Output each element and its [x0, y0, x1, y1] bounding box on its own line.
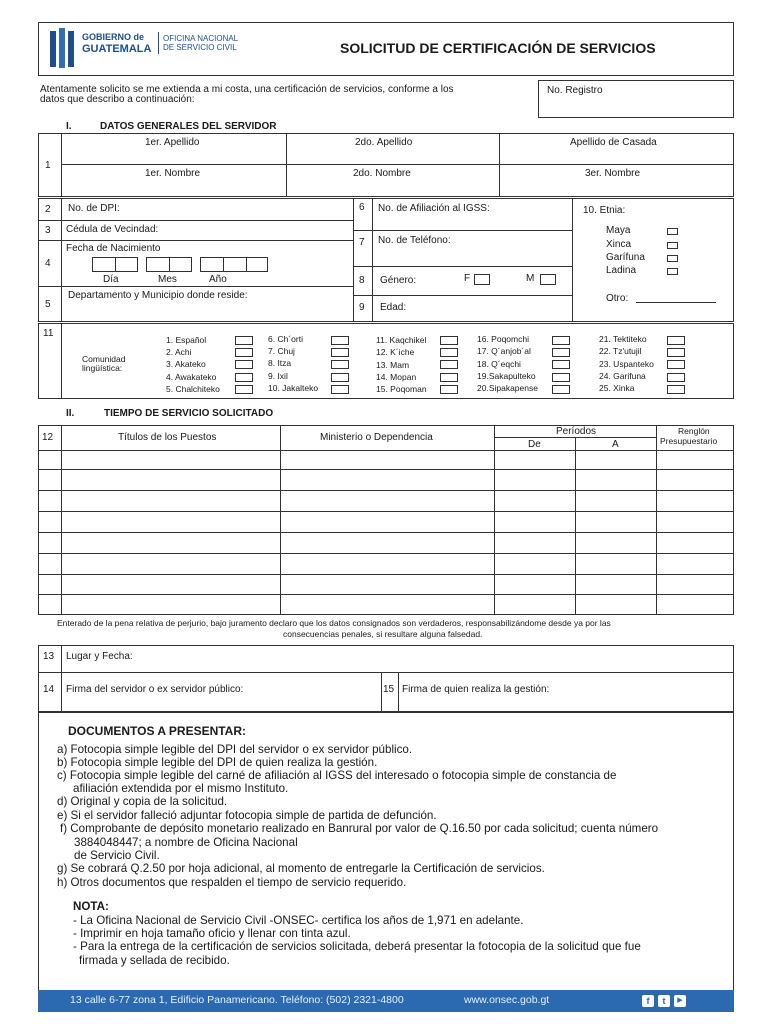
label-departamento[interactable]: Departamento y Municipio donde reside:	[68, 290, 248, 301]
doc-item-c2: afiliación extendida por el mismo Instituto.	[73, 782, 289, 795]
lang-checkbox[interactable]	[667, 360, 685, 369]
section1-title: DATOS GENERALES DEL SERVIDOR	[100, 121, 277, 132]
header-de: De	[528, 439, 541, 450]
label-comunidad2: lingüística:	[82, 363, 123, 373]
lang-checkbox[interactable]	[667, 385, 685, 394]
label-dpi[interactable]: No. de DPI:	[68, 203, 120, 214]
twitter-icon[interactable]: t	[658, 995, 670, 1007]
row7-number: 7	[359, 237, 365, 248]
lang-item: 1. Español	[166, 335, 207, 345]
lang-checkbox[interactable]	[667, 373, 685, 382]
lang-item: 7. Chuj	[268, 346, 295, 356]
row11-number: 11	[43, 328, 54, 339]
lang-checkbox[interactable]	[552, 348, 570, 357]
doc-item-a: a) Fotocopia simple legible del DPI del servidor o ex servidor público.	[57, 743, 413, 756]
lang-checkbox[interactable]	[331, 336, 349, 345]
lang-item: 10. Jakalteko	[268, 383, 319, 393]
lang-item: 15. Poqoman	[376, 384, 427, 394]
row12-number: 12	[42, 432, 54, 443]
intro-line2: datos que describo a continuación:	[40, 94, 195, 105]
label-nombre1[interactable]: 1er. Nombre	[145, 168, 201, 179]
office-line1: OFICINA NACIONAL	[163, 34, 239, 43]
lang-item: 17. Q´anjob´al	[477, 346, 531, 356]
doc-item-g: g) Se cobrará Q.2.50 por hoja adicional, al momento de entregarle la Certificación de servicios.	[57, 862, 545, 875]
lang-checkbox[interactable]	[235, 385, 253, 394]
row13-number: 13	[43, 651, 55, 662]
registro-label: No. Registro	[547, 85, 603, 96]
row6-number: 6	[359, 202, 365, 213]
juramento-line2: consecuencias penales, si resultare alguna falsedad.	[283, 629, 483, 639]
service-table	[38, 425, 734, 615]
header-titulos: Títulos de los Puestos	[118, 432, 217, 443]
lang-checkbox[interactable]	[667, 336, 685, 345]
guatemala-logo	[48, 27, 80, 70]
doc-item-f1: f) Comprobante de depósito monetario realizado en Banrural por valor de Q.16.50 por cada solicitud; cuenta número	[60, 822, 659, 835]
label-fecha-nacimiento: Fecha de Nacimiento	[66, 243, 161, 254]
lang-checkbox[interactable]	[331, 360, 349, 369]
lang-checkbox[interactable]	[331, 385, 349, 394]
facebook-icon[interactable]: f	[642, 995, 654, 1007]
etnia-garifuna: Garífuna	[606, 252, 645, 263]
lang-item: 8. Itza	[268, 358, 292, 368]
nota-line4: firmada y sellada de recibido.	[79, 954, 230, 967]
anio-input[interactable]	[200, 257, 268, 272]
label-apellido2[interactable]: 2do. Apellido	[355, 137, 413, 148]
section1-roman: I.	[66, 121, 72, 132]
lang-checkbox[interactable]	[331, 373, 349, 382]
nota-line2: - Imprimir en hoja tamaño oficio y llenar con tinta azul.	[73, 927, 351, 940]
otro-input[interactable]	[636, 302, 716, 303]
lang-checkbox[interactable]	[235, 336, 253, 345]
lang-checkbox[interactable]	[552, 373, 570, 382]
lang-item: 9. Ixil	[268, 371, 288, 381]
label-apellido-casada[interactable]: Apellido de Casada	[570, 137, 657, 148]
lang-item: 11. Kaqchikel	[376, 335, 427, 345]
checkbox-genero-f[interactable]	[474, 274, 490, 285]
doc-item-b: b) Fotocopia simple legible del DPI de quien realiza la gestión.	[57, 756, 378, 769]
footer-address: 13 calle 6-77 zona 1, Edificio Panamericano. Teléfono: (502) 2321-4800	[70, 994, 404, 1006]
logo-line1: GOBIERNO de	[82, 32, 145, 42]
row5-number: 5	[45, 299, 51, 310]
etnia-xinca: Xinca	[606, 239, 632, 250]
lang-item: 13. Mam	[376, 360, 410, 370]
doc-item-c1: c) Fotocopia simple legible del carné de afiliación al IGSS del interesado o fotocopia simple de constancia de	[57, 769, 617, 782]
lang-checkbox[interactable]	[440, 373, 458, 382]
signature-table	[38, 645, 734, 712]
lang-checkbox[interactable]	[552, 336, 570, 345]
etnia-ladina: Ladina	[606, 265, 637, 276]
doc-item-f3: de Servicio Civil.	[74, 849, 160, 862]
nota-line3: - Para la entrega de la certificación de servicios solicitada, deberá presentar la fotocopia de la solicitud que fue	[73, 940, 641, 953]
label-comunidad1: Comunidad	[82, 354, 126, 364]
lang-item: 2. Achi	[166, 347, 192, 357]
doc-item-e: e) Si el servidor falleció adjuntar fotocopia simple de partida de defunción.	[57, 809, 437, 822]
lang-checkbox[interactable]	[331, 348, 349, 357]
lang-item: 25. Xinka	[599, 383, 635, 393]
lang-item: 12. K´iche	[376, 347, 415, 357]
logo-line2: GUATEMALA	[82, 43, 152, 55]
footer-website[interactable]: www.onsec.gob.gt	[464, 994, 550, 1006]
label-anio: Año	[209, 274, 227, 285]
lang-item: 3. Akateko	[166, 359, 206, 369]
intro-line1: Atentamente solicito se me extienda a mi costa, una certificación de servicios, conforme a los	[40, 84, 454, 95]
row9-number: 9	[359, 302, 365, 313]
label-telefono[interactable]: No. de Teléfono:	[378, 235, 451, 246]
lang-checkbox[interactable]	[552, 385, 570, 394]
label-firma-gestion[interactable]: Firma de quien realiza la gestión:	[402, 684, 550, 695]
label-mes: Mes	[158, 274, 177, 285]
footer-bar	[38, 990, 734, 1012]
lang-item: 4. Awakateko	[166, 372, 217, 382]
page-title: SOLICITUD DE CERTIFICACIÓN DE SERVICIOS	[340, 40, 656, 56]
row15-number: 15	[383, 684, 395, 695]
label-otro: Otro:	[606, 293, 629, 304]
label-cedula[interactable]: Cédula de Vecindad:	[66, 224, 159, 235]
row2-number: 2	[45, 204, 51, 215]
lang-item: 6. Ch´orti	[268, 334, 303, 344]
checkbox-etnia-ladina[interactable]	[667, 268, 678, 275]
lang-item: 21. Tektiteko	[599, 334, 647, 344]
office-line2: DE SERVICIO CIVIL	[163, 43, 237, 52]
header-ministerio: Ministerio o Dependencia	[320, 432, 433, 443]
row3-number: 3	[45, 225, 51, 236]
row4-number: 4	[45, 258, 51, 269]
row14-number: 14	[43, 684, 55, 695]
label-lugar-fecha[interactable]: Lugar y Fecha:	[66, 651, 133, 662]
label-nombre3[interactable]: 3er. Nombre	[585, 168, 641, 179]
lang-checkbox[interactable]	[440, 336, 458, 345]
section2-title: TIEMPO DE SERVICIO SOLICITADO	[104, 408, 274, 419]
label-firma-servidor[interactable]: Firma del servidor o ex servidor público:	[66, 684, 244, 695]
section2-roman: II.	[66, 408, 75, 419]
etnia-maya: Maya	[606, 225, 631, 236]
youtube-icon[interactable]: ▶	[674, 995, 686, 1007]
lang-item: 14. Mopan	[376, 372, 417, 382]
lang-checkbox[interactable]	[440, 348, 458, 357]
checkbox-etnia-maya[interactable]	[667, 228, 678, 235]
lang-checkbox[interactable]	[235, 348, 253, 357]
documents-title: DOCUMENTOS A PRESENTAR:	[68, 724, 247, 738]
row1-number: 1	[45, 160, 51, 171]
lang-checkbox[interactable]	[440, 360, 458, 369]
row8-number: 8	[359, 275, 365, 286]
lang-checkbox[interactable]	[667, 348, 685, 357]
label-genero-m: M	[526, 273, 535, 284]
checkbox-etnia-garifuna[interactable]	[667, 255, 678, 262]
nota-line1: - La Oficina Nacional de Servicio Civil -ONSEC- certifica los años de 1,971 en adelante.	[73, 914, 524, 927]
header-a: A	[612, 439, 619, 450]
checkbox-genero-m[interactable]	[540, 274, 556, 285]
lang-item: 16. Poqomchi	[477, 334, 529, 344]
lang-item: 22. Tz'utujil	[599, 346, 642, 356]
header-periodos: Períodos	[556, 426, 597, 437]
header-renglon1: Renglón	[678, 426, 710, 436]
label-etnia: 10. Etnia:	[583, 205, 626, 216]
label-nombre2[interactable]: 2do. Nombre	[353, 168, 411, 179]
lang-checkbox[interactable]	[235, 360, 253, 369]
lang-item: 24. Garifuna	[599, 371, 646, 381]
lang-checkbox[interactable]	[235, 373, 253, 382]
lang-item: 18. Q´eqchi	[477, 359, 521, 369]
checkbox-etnia-xinca[interactable]	[667, 242, 678, 249]
lang-checkbox[interactable]	[440, 385, 458, 394]
label-apellido1[interactable]: 1er. Apellido	[145, 137, 200, 148]
doc-item-h: h) Otros documentos que respalden el tiempo de servicio requerido.	[57, 876, 407, 889]
logo-divider	[158, 32, 159, 54]
lang-item: 23. Uspanteko	[599, 359, 654, 369]
nota-title: NOTA:	[73, 900, 109, 913]
label-igss[interactable]: No. de Afiliación al IGSS:	[378, 203, 490, 214]
doc-item-d: d) Original y copia de la solicitud.	[57, 795, 228, 808]
lang-item: 5. Chalchiteko	[166, 384, 220, 394]
juramento-line1: Enterado de la pena relativa de perjurio, bajo juramento declaro que los datos consignados son verdaderos, responsabilizándome desde ya por las	[57, 618, 611, 628]
header-renglon2: Presupuestario	[660, 436, 718, 446]
label-dia: Día	[103, 274, 119, 285]
lang-item: 20.Sipakapense	[477, 383, 538, 393]
label-genero: Género:	[380, 275, 417, 286]
label-genero-f: F	[464, 273, 471, 284]
label-edad[interactable]: Edad:	[380, 302, 407, 313]
lang-checkbox[interactable]	[552, 360, 570, 369]
doc-item-f2: 3884048447; a nombre de Oficina Nacional	[74, 836, 298, 849]
lang-item: 19.Sakapulteko	[477, 371, 536, 381]
